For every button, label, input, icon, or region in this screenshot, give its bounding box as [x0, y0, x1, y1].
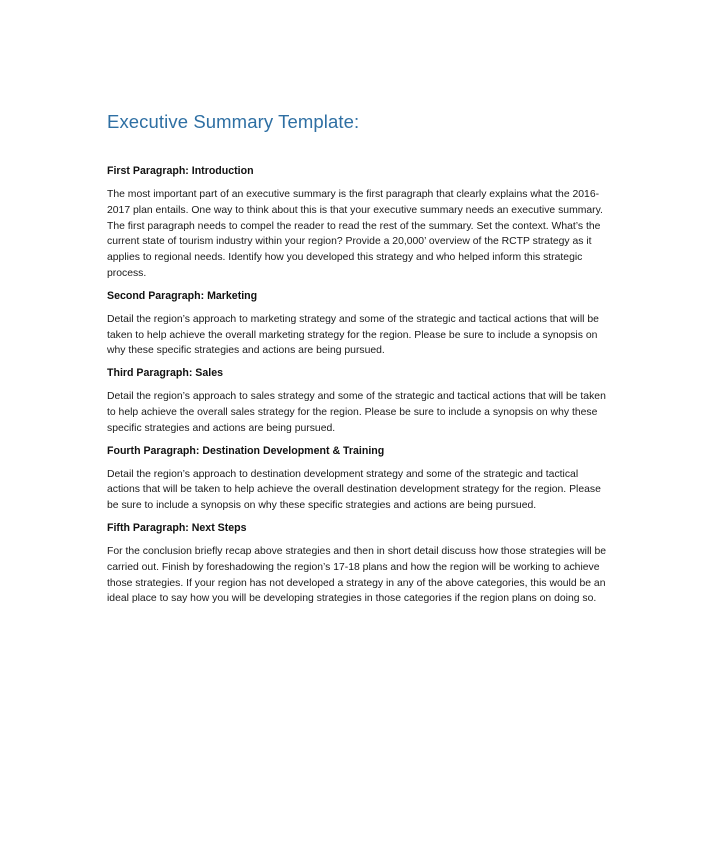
- section-introduction: [107, 164, 612, 282]
- section-destination-development: [107, 444, 612, 514]
- section-heading: Fourth Paragraph: Destination Development & Training: [107, 444, 385, 457]
- section-heading: First Paragraph: Introduction: [107, 165, 254, 177]
- section-paragraph: Detail the region’s approach to marketing strategy and some of the strategic and tactical actions that will be taken to help achieve the overall marketing strategy for the region. Please be sure to include a synopsis on why these specific strategies and actions are being pursued.: [107, 313, 599, 357]
- section-marketing: [107, 289, 612, 359]
- document-content: [107, 110, 612, 614]
- section-paragraph: The most important part of an executive summary is the first paragraph that clearly explains what the 2016-2017 plan entails. One way to think about this is that your executive summary needs an executive summary. The first paragraph needs to compel the reader to read the rest of the summary. Set the context. What’s the current state of tourism industry within your region? Provide a 20,000’ overview of the RCTP strategy as it applies to regional needs. Identify how you developed this strategy and who helped inform this strategic process.: [107, 189, 603, 279]
- section-sales: [107, 366, 612, 436]
- section-heading: Third Paragraph: Sales: [107, 367, 223, 380]
- section-heading: Second Paragraph: Marketing: [107, 289, 258, 302]
- section-next-steps: [107, 521, 612, 607]
- section-paragraph: Detail the region’s approach to destination development strategy and some of the strategic and tactical actions that will be taken to help achieve the overall destination development strategy for the region. Please be sure to include a synopsis on why these specific strategies and actions are being pursued.: [107, 468, 601, 512]
- section-paragraph: Detail the region’s approach to sales strategy and some of the strategic and tactical actions that will be taken to help achieve the overall sales strategy for the region. Please be sure to include a synopsis on why these specific strategies and actions are being pursued.: [107, 391, 606, 434]
- section-heading: Fifth Paragraph: Next Steps: [107, 521, 247, 534]
- section-paragraph: For the conclusion briefly recap above strategies and then in short detail discuss how those strategies will be carried out. Finish by foreshadowing the region’s 17-18 plans and how the region will be working to achieve those strategies. If your region has not developed a strategy in any of the above categories, this would be an ideal place to say how you will be developing strategies in those categories if the region plans on doing so.: [107, 545, 607, 605]
- document-title: Executive Summary Template:: [107, 111, 360, 132]
